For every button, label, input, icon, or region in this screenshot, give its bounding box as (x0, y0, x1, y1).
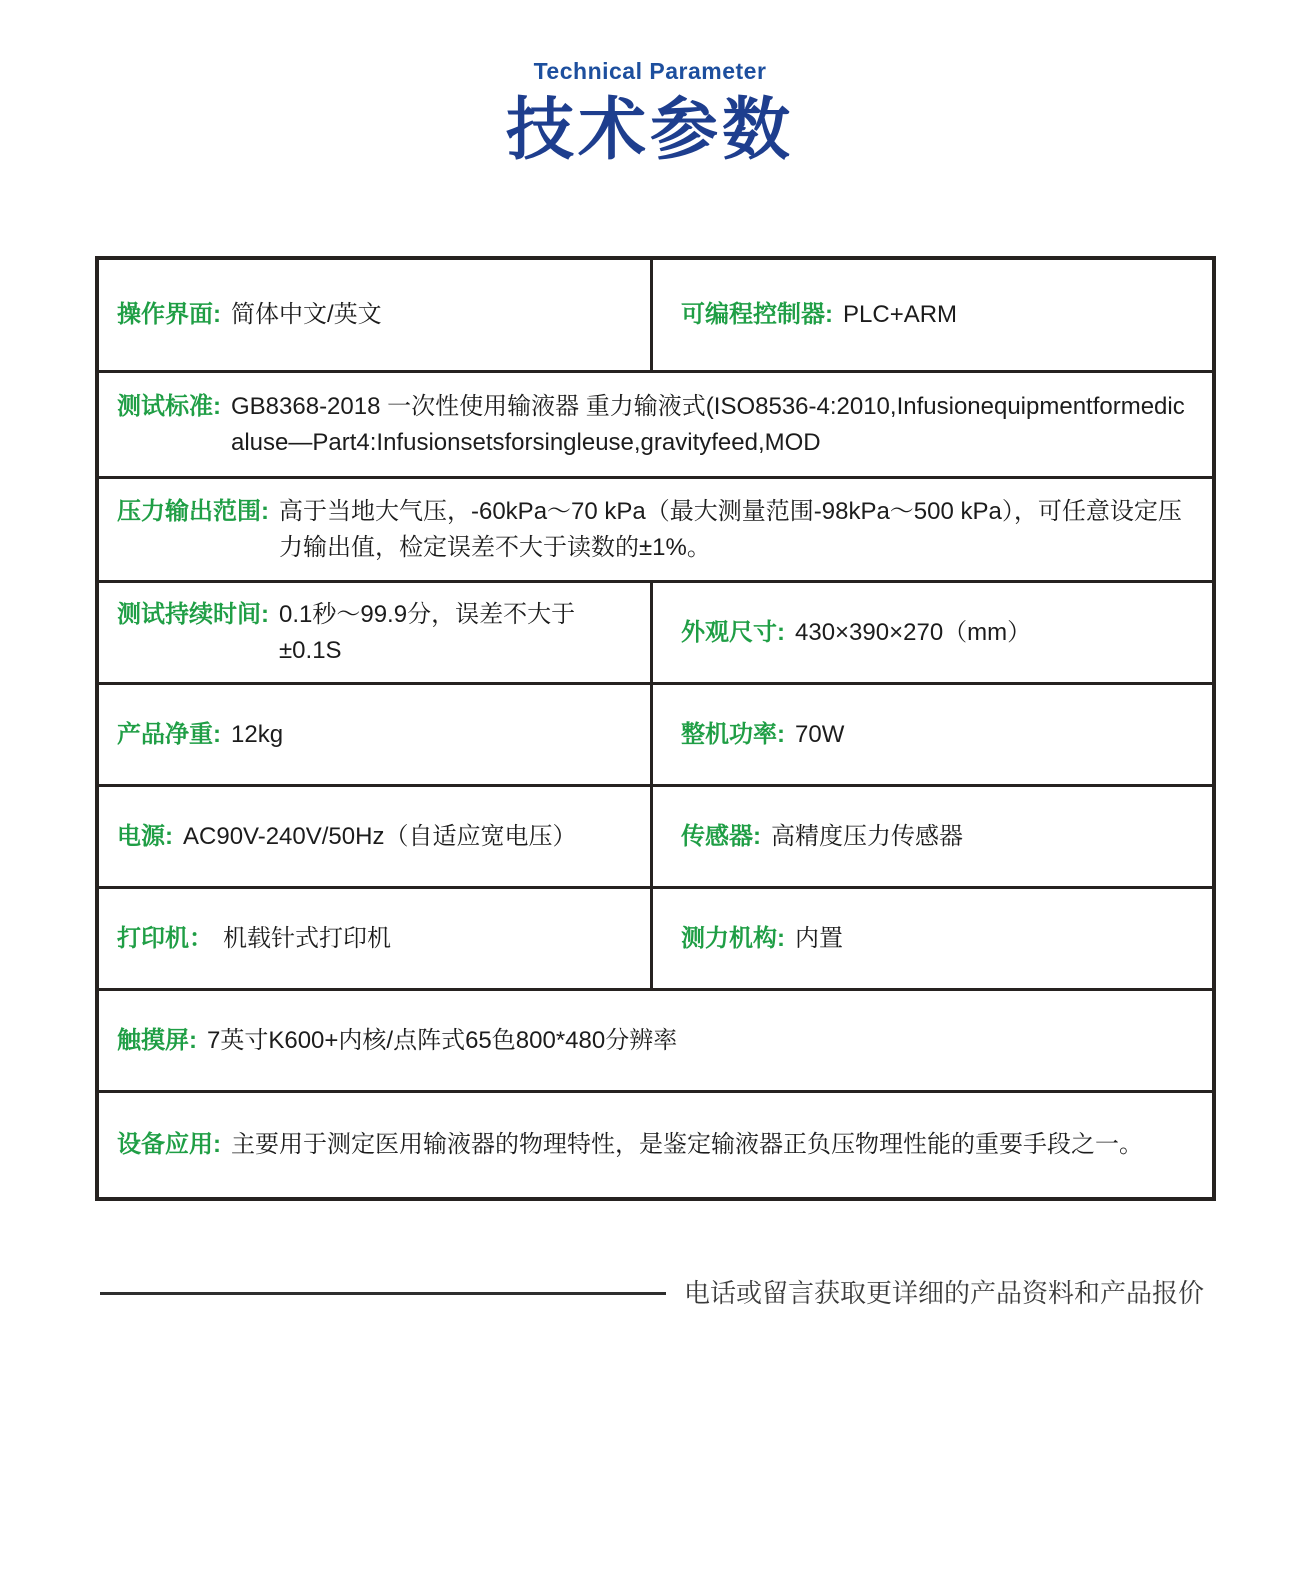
label-operation-interface: 操作界面: (117, 301, 221, 328)
footer-note: 电话或留言获取更详细的产品资料和产品报价 (684, 1278, 1205, 1308)
label-force-mechanism: 测力机构: (681, 924, 785, 952)
row-net-weight (99, 682, 1212, 784)
row-power-supply (99, 784, 1212, 886)
value-operation-interface: 简体中文/英文 (231, 301, 382, 328)
cell-total-power (650, 685, 1212, 784)
value-test-standard: GB8368-2018 一次性使用输液器 重力输液式(ISO8536-4:2010,Infusionequipmentformedicaluse—Part4:Infusionsetsforsingleuse,gravityfeed,MOD (231, 392, 1185, 456)
label-pressure-output-range: 压力输出范围: (117, 497, 269, 525)
row-test-standard (99, 370, 1212, 476)
page-header (0, 0, 1300, 172)
cell-test-duration (99, 583, 650, 682)
value-application: 主要用于测定医用输液器的物理特性，是鉴定输液器正负压物理性能的重要手段之一。 (231, 1131, 1143, 1158)
cell-touch-screen (99, 991, 1212, 1090)
label-dimensions: 外观尺寸: (681, 618, 785, 646)
cell-plc-controller (650, 260, 1212, 370)
value-power-supply: AC90V-240V/50Hz（自适应宽电压） (183, 822, 577, 850)
cell-operation-interface (99, 260, 650, 370)
cell-power-supply (99, 787, 650, 886)
label-power-supply: 电源: (117, 822, 173, 850)
label-test-standard: 测试标准: (117, 392, 221, 420)
label-application: 设备应用: (117, 1131, 221, 1158)
page-title: 技术参数 (505, 92, 794, 168)
value-net-weight: 12kg (231, 720, 284, 748)
label-printer: 打印机： (117, 924, 213, 952)
value-touch-screen: 7英寸K600+内核/点阵式65色800*480分辨率 (207, 1026, 678, 1054)
row-operation-interface (99, 260, 1212, 370)
cell-printer (99, 889, 650, 988)
label-plc-controller: 可编程控制器: (681, 301, 833, 328)
row-pressure-output-range (99, 476, 1212, 580)
spec-table (95, 256, 1216, 1201)
footer (100, 1276, 1210, 1310)
cell-pressure-output-range (99, 479, 1212, 580)
value-pressure-output-range: 高于当地大气压，-60kPa～70 kPa（最大测量范围-98kPa～500 kPa），可任意设定压力输出值，检定误差不大于读数的±1%。 (279, 497, 1182, 561)
cell-test-standard (99, 373, 1212, 476)
value-test-duration: 0.1秒～99.9分，误差不大于±0.1S (279, 600, 576, 664)
value-sensor: 高精度压力传感器 (771, 822, 963, 850)
subtitle-en: Technical Parameter (533, 58, 767, 84)
cell-force-mechanism (650, 889, 1212, 988)
row-printer (99, 886, 1212, 988)
row-test-duration (99, 580, 1212, 682)
value-total-power: 70W (795, 720, 845, 748)
label-sensor: 传感器: (681, 822, 761, 850)
row-touch-screen (99, 988, 1212, 1090)
label-touch-screen: 触摸屏: (117, 1026, 197, 1054)
cell-dimensions (650, 583, 1212, 682)
value-force-mechanism: 内置 (795, 924, 843, 952)
cell-net-weight (99, 685, 650, 784)
label-net-weight: 产品净重: (117, 720, 221, 748)
label-test-duration: 测试持续时间: (117, 600, 269, 628)
cell-application (99, 1093, 1212, 1197)
value-plc-controller: PLC+ARM (843, 301, 958, 328)
footer-divider-line (100, 1292, 666, 1295)
row-application (99, 1090, 1212, 1197)
value-printer: 机载针式打印机 (223, 924, 391, 952)
value-dimensions: 430×390×270（mm） (795, 618, 1032, 646)
label-total-power: 整机功率: (681, 720, 785, 748)
cell-sensor (650, 787, 1212, 886)
